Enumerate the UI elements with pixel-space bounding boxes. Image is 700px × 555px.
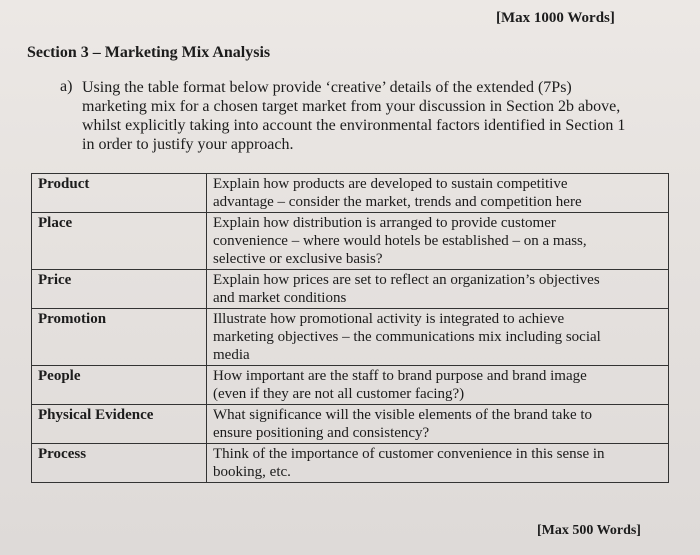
description-line: advantage – consider the market, trends and competition here xyxy=(213,194,582,210)
description-line: marketing objectives – the communications mix including social xyxy=(213,329,601,345)
row-description-product xyxy=(207,174,669,213)
row-label-process: Process xyxy=(32,444,207,483)
description-line: convenience – where would hotels be established – on a mass, xyxy=(213,233,587,249)
table-row xyxy=(32,309,669,366)
description-line: and market conditions xyxy=(213,290,347,306)
row-description-promotion xyxy=(207,309,669,366)
row-description-price xyxy=(207,270,669,309)
description-line: booking, etc. xyxy=(213,464,291,480)
table-row xyxy=(32,405,669,444)
description-line: ensure positioning and consistency? xyxy=(213,425,430,441)
description-line: selective or exclusive basis? xyxy=(213,251,383,267)
description-line: How important are the staff to brand purpose and brand image xyxy=(213,368,587,384)
description-line: What significance will the visible elements of the brand take to xyxy=(213,407,593,423)
instruction-line: whilst explicitly taking into account the environmental factors identified in Section 1 xyxy=(82,117,626,134)
row-label-people: People xyxy=(32,366,207,405)
max-words-top: [Max 1000 Words] xyxy=(496,10,615,26)
table-row xyxy=(32,213,669,270)
description-line: Think of the importance of customer convenience in this sense in xyxy=(213,446,605,462)
table-row xyxy=(32,444,669,483)
description-line: Explain how products are developed to sustain competitive xyxy=(213,176,568,192)
item-marker: a) xyxy=(60,78,73,95)
instruction-line: marketing mix for a chosen target market from your discussion in Section 2b above, xyxy=(82,98,621,115)
description-line: Explain how prices are set to reflect an organization’s objectives xyxy=(213,272,600,288)
description-line: media xyxy=(213,347,250,363)
row-label-product: Product xyxy=(32,174,207,213)
description-line: Illustrate how promotional activity is integrated to achieve xyxy=(213,311,565,327)
row-description-people xyxy=(207,366,669,405)
marketing-mix-table xyxy=(31,173,669,483)
row-label-physical-evidence: Physical Evidence xyxy=(32,405,207,444)
section-title: Section 3 – Marketing Mix Analysis xyxy=(27,44,271,61)
row-label-promotion: Promotion xyxy=(32,309,207,366)
description-line: Explain how distribution is arranged to provide customer xyxy=(213,215,556,231)
row-description-physical-evidence xyxy=(207,405,669,444)
description-line: (even if they are not all customer facing?) xyxy=(213,386,465,402)
table-row xyxy=(32,174,669,213)
row-label-place: Place xyxy=(32,213,207,270)
instruction-text xyxy=(82,78,662,154)
instruction-line: in order to justify your approach. xyxy=(82,136,294,153)
max-words-bottom: [Max 500 Words] xyxy=(537,523,641,538)
table-row xyxy=(32,270,669,309)
row-label-price: Price xyxy=(32,270,207,309)
row-description-place xyxy=(207,213,669,270)
instruction-line: Using the table format below provide ‘creative’ details of the extended (7Ps) xyxy=(82,79,572,96)
row-description-process xyxy=(207,444,669,483)
table-row xyxy=(32,366,669,405)
